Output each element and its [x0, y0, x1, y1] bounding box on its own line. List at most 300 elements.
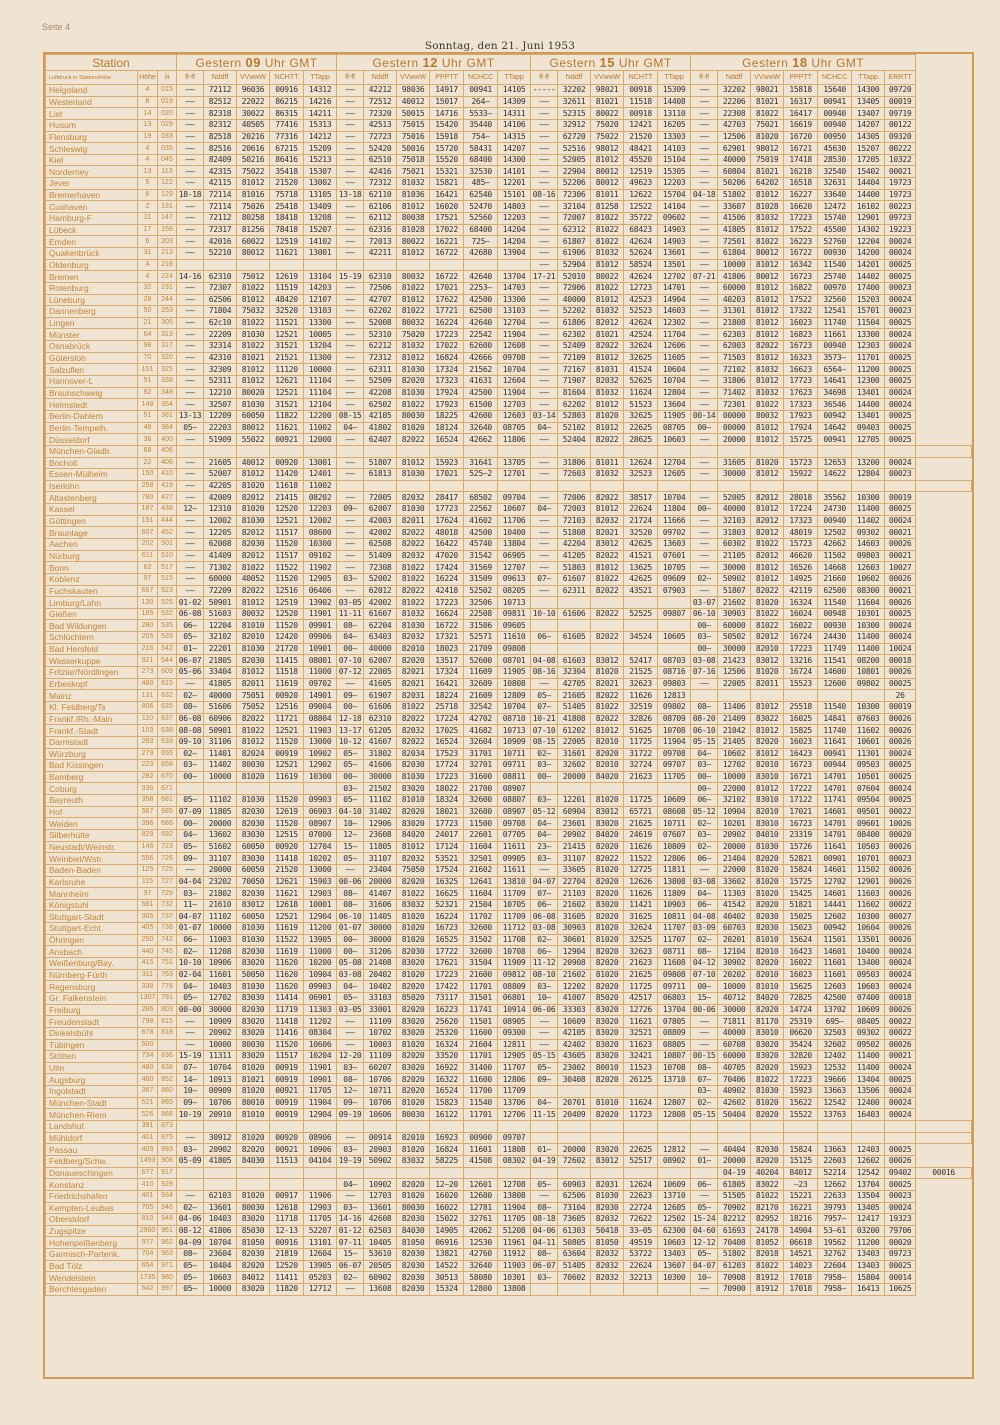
observation-cell: 80012 — [751, 271, 784, 283]
observation-cell: 12807 — [658, 1097, 691, 1109]
observation-cell — [177, 259, 204, 271]
observation-cell: 13704 — [658, 1004, 691, 1016]
observation-cell: 14904 — [784, 1225, 818, 1237]
observation-cell: 12608 — [498, 341, 531, 353]
observation-cell: 33303 — [558, 1004, 591, 1016]
observation-cell: 12210 — [204, 387, 237, 399]
observation-cell: 03— — [337, 783, 364, 795]
station-name: Karlsruhe — [46, 876, 138, 888]
observation-cell: 04-19 — [531, 1155, 558, 1167]
observation-cell: 09613 — [498, 573, 531, 585]
observation-cell: 40204 — [751, 1167, 784, 1179]
observation-cell: 00930 — [818, 247, 852, 259]
observation-cell: 17521 — [430, 213, 464, 225]
observation-cell: 04— — [531, 504, 558, 516]
observation-cell: 22604 — [818, 1260, 852, 1272]
observation-cell: 61606 — [364, 701, 397, 713]
observation-cell: 61907 — [364, 690, 397, 702]
station-index: 419 — [158, 480, 177, 492]
observation-cell: 42517 — [624, 992, 658, 1004]
observation-cell: 07-10 — [337, 655, 364, 667]
observation-cell: —— — [177, 213, 204, 225]
observation-cell — [591, 643, 624, 655]
observation-cell: 11519 — [270, 282, 304, 294]
observation-cell: 82012 — [751, 550, 784, 562]
station-name: Weißenburg/Bay. — [46, 958, 138, 970]
observation-cell: 05— — [177, 632, 204, 644]
observation-cell: 05— — [337, 760, 364, 772]
observation-cell: 00023 — [885, 282, 916, 294]
observation-cell: 50016 — [397, 143, 430, 155]
station-height: 521 — [138, 1097, 158, 1109]
observation-cell: 00— — [177, 818, 204, 830]
observation-cell: —— — [177, 573, 204, 585]
table-row — [46, 515, 972, 527]
station-index: 035 — [158, 143, 177, 155]
observation-cell: 09— — [337, 1097, 364, 1109]
observation-cell: 68423 — [624, 224, 658, 236]
observation-cell: 16619 — [784, 119, 818, 131]
observation-cell: 10914 — [498, 1004, 531, 1016]
station-index: 893 — [158, 1144, 177, 1156]
observation-cell: —— — [531, 131, 558, 143]
observation-cell: 82020 — [591, 888, 624, 900]
observation-cell: —— — [531, 387, 558, 399]
observation-cell: 81032 — [751, 213, 784, 225]
observation-cell: 81020 — [237, 771, 270, 783]
observation-cell: 15307 — [304, 166, 337, 178]
station-index: 742 — [158, 934, 177, 946]
observation-cell: 80030 — [237, 1202, 270, 1214]
observation-cell: —— — [337, 585, 364, 597]
observation-cell: 00024 — [885, 341, 916, 353]
observation-cell: 12417 — [852, 1214, 885, 1226]
observation-cell: 06— — [691, 853, 718, 865]
observation-cell: 42119 — [784, 585, 818, 597]
observation-cell: 21502 — [364, 783, 397, 795]
observation-cell: 32600 — [464, 946, 498, 958]
observation-cell: 11623 — [624, 1039, 658, 1051]
observation-cell: 25418 — [270, 201, 304, 213]
observation-cell: 12521 — [270, 387, 304, 399]
table-row — [46, 213, 972, 225]
observation-cell: 82030 — [237, 818, 270, 830]
station-index: 525 — [158, 597, 177, 609]
observation-cell: 62202 — [558, 399, 591, 411]
observation-cell — [177, 445, 204, 457]
observation-cell — [304, 1167, 337, 1179]
observation-cell: 00018 — [885, 992, 916, 1004]
observation-cell: 13300 — [498, 294, 531, 306]
observation-cell: 06— — [691, 899, 718, 911]
observation-cell: 10— — [337, 818, 364, 830]
observation-cell: 10902 — [304, 748, 337, 760]
observation-cell: 17523 — [430, 748, 464, 760]
observation-cell: 07-10 — [531, 725, 558, 737]
observation-cell: 12519 — [270, 236, 304, 248]
observation-cell: 25620 — [430, 1016, 464, 1028]
observation-cell: —— — [691, 1027, 718, 1039]
observation-cell: 20000 — [558, 1144, 591, 1156]
station-index: 317 — [158, 341, 177, 353]
table-row — [46, 806, 972, 818]
observation-cell: 16823 — [784, 329, 818, 341]
observation-cell: 12-20 — [337, 1051, 364, 1063]
observation-cell: 10605 — [658, 632, 691, 644]
observation-cell: —— — [177, 108, 204, 120]
observation-cell: 32631 — [818, 178, 852, 190]
observation-cell: 11721 — [270, 713, 304, 725]
observation-cell: —— — [177, 352, 204, 364]
observation-cell: 51505 — [718, 1190, 751, 1202]
observation-cell: 62503 — [364, 1225, 397, 1237]
observation-cell: 11620 — [270, 958, 304, 970]
observation-cell: —— — [531, 306, 558, 318]
observation-cell: 82012 — [751, 632, 784, 644]
observation-cell: 20216 — [237, 131, 270, 143]
observation-cell: 83020 — [751, 1051, 784, 1063]
observation-cell: 07— — [531, 888, 558, 900]
observation-cell: 80012 — [237, 247, 270, 259]
table-row — [46, 445, 972, 457]
observation-cell: 62300 — [658, 1225, 691, 1237]
group-hour: 12 — [422, 55, 438, 70]
observation-cell: 10909 — [498, 736, 531, 748]
observation-cell: 80032 — [751, 410, 784, 422]
station-index: 962 — [158, 1237, 177, 1249]
observation-cell: 53610 — [364, 1249, 397, 1261]
observation-cell: 52008 — [364, 317, 397, 329]
observation-cell: 07-21 — [691, 271, 718, 283]
observation-cell: 00940 — [818, 119, 852, 131]
observation-cell: 42624 — [624, 317, 658, 329]
observation-cell: 11414 — [270, 992, 304, 1004]
observation-cell: 12520 — [270, 504, 304, 516]
observation-cell: 17021 — [784, 806, 818, 818]
observation-cell: 22000 — [718, 864, 751, 876]
station-height: 806 — [138, 701, 158, 713]
observation-cell: 10000 — [718, 771, 751, 783]
observation-cell: —— — [531, 294, 558, 306]
station-name: Baden-Baden — [46, 864, 138, 876]
observation-cell: 60708 — [718, 1039, 751, 1051]
observation-cell: 05-15 — [531, 1051, 558, 1063]
table-row — [46, 317, 972, 329]
observation-cell: 12521 — [270, 515, 304, 527]
observation-cell: 81022 — [237, 282, 270, 294]
observation-cell: 11702 — [464, 911, 498, 923]
observation-cell: 05— — [177, 992, 204, 1004]
observation-cell: 10-10 — [177, 958, 204, 970]
observation-cell: 12703 — [364, 1190, 397, 1202]
station-height: 51 — [138, 376, 158, 388]
observation-cell: 09300 — [498, 1027, 531, 1039]
observation-cell: 20000 — [204, 864, 237, 876]
observation-cell — [591, 597, 624, 609]
observation-cell: 62901 — [718, 143, 751, 155]
observation-cell — [304, 1179, 337, 1191]
observation-cell: 81012 — [591, 352, 624, 364]
observation-cell — [531, 1132, 558, 1144]
table-row — [46, 492, 972, 504]
observation-cell: 03— — [337, 573, 364, 585]
observation-cell: 03— — [531, 981, 558, 993]
observation-cell: 81020 — [237, 1132, 270, 1144]
observation-cell: 12602 — [818, 911, 852, 923]
observation-cell: 12201 — [558, 795, 591, 807]
observation-cell: 81022 — [751, 1074, 784, 1086]
observation-cell — [852, 1132, 885, 1144]
station-index: 515 — [158, 573, 177, 585]
observation-cell: 58225 — [430, 1155, 464, 1167]
observation-cell: 00027 — [885, 911, 916, 923]
observation-cell: 10000 — [204, 1283, 237, 1295]
observation-cell: 09808 — [498, 643, 531, 655]
station-index: 875 — [158, 1132, 177, 1144]
observation-cell: 42416 — [364, 166, 397, 178]
station-index: 406 — [158, 457, 177, 469]
observation-cell: 82030 — [397, 946, 430, 958]
station-height: 280 — [138, 620, 158, 632]
observation-cell: 81022 — [397, 888, 430, 900]
observation-cell: 00000 — [718, 422, 751, 434]
observation-cell: 14603 — [658, 306, 691, 318]
observation-cell — [784, 1121, 818, 1133]
observation-cell: 82021 — [397, 667, 430, 679]
observation-cell: 12605 — [658, 1202, 691, 1214]
observation-cell: 82010 — [397, 643, 430, 655]
observation-cell: 70902 — [718, 1202, 751, 1214]
observation-cell: 10403 — [204, 981, 237, 993]
observation-cell: 81020 — [751, 888, 784, 900]
observation-cell: 62500 — [464, 306, 498, 318]
table-row — [46, 259, 972, 271]
observation-cell: 10300 — [658, 1272, 691, 1284]
observation-cell: —— — [177, 585, 204, 597]
observation-cell: 14600 — [818, 667, 852, 679]
observation-cell: 82011 — [237, 678, 270, 690]
observation-cell: 82170 — [751, 1202, 784, 1214]
observation-cell: 15923 — [784, 1062, 818, 1074]
observation-cell: 12702 — [204, 992, 237, 1004]
observation-cell — [591, 1167, 624, 1179]
observation-cell: 75718 — [270, 189, 304, 201]
observation-cell — [177, 783, 204, 795]
observation-cell: 09320 — [885, 131, 916, 143]
observation-cell: 12624 — [624, 1179, 658, 1191]
observation-cell: 10713 — [498, 725, 531, 737]
station-name: Bayreuth — [46, 795, 138, 807]
station-height: 1493 — [138, 1155, 158, 1167]
observation-cell: 04104 — [304, 1155, 337, 1167]
observation-cell: 05-08 — [337, 958, 364, 970]
observation-cell: 11540 — [818, 701, 852, 713]
observation-cell: 82020 — [397, 876, 430, 888]
observation-cell: 16223 — [430, 1004, 464, 1016]
observation-cell: —— — [177, 306, 204, 318]
observation-cell: 13663 — [818, 1086, 852, 1098]
observation-cell: 81030 — [397, 504, 430, 516]
observation-cell — [397, 1121, 430, 1133]
observation-cell: —— — [691, 259, 718, 271]
observation-cell: 00— — [691, 771, 718, 783]
observation-cell: 82022 — [751, 585, 784, 597]
observation-cell: 30000 — [718, 1004, 751, 1016]
observation-cell: 42418 — [430, 585, 464, 597]
observation-cell: 10603 — [658, 1237, 691, 1249]
observation-cell: 81604 — [558, 387, 591, 399]
observation-cell: 08709 — [658, 713, 691, 725]
observation-cell: 52409 — [558, 341, 591, 353]
observation-cell: 08608 — [658, 806, 691, 818]
table-row — [46, 201, 972, 213]
observation-cell: —— — [691, 1144, 718, 1156]
observation-cell: 11610 — [498, 632, 531, 644]
column-09-0: ff-ff — [177, 71, 204, 85]
station-name: Weiden — [46, 818, 138, 830]
observation-cell: 10300 — [852, 492, 885, 504]
observation-cell: 82032 — [591, 1249, 624, 1261]
observation-cell — [916, 480, 972, 492]
observation-cell — [337, 1121, 364, 1133]
observation-cell: 42310 — [204, 352, 237, 364]
observation-cell: 13001 — [304, 457, 337, 469]
observation-cell: 15824 — [784, 864, 818, 876]
observation-cell: 16023 — [784, 736, 818, 748]
observation-cell — [337, 480, 364, 492]
observation-cell: 16224 — [430, 911, 464, 923]
observation-cell: 08-12 — [177, 1225, 204, 1237]
station-name: Westerland — [46, 96, 138, 108]
observation-cell: 75019 — [751, 154, 784, 166]
observation-cell: 06903 — [304, 806, 337, 818]
station-height: 4 — [138, 154, 158, 166]
observation-cell: 52509 — [364, 376, 397, 388]
observation-cell: 10027 — [885, 562, 916, 574]
observation-cell: 17522 — [784, 224, 818, 236]
observation-cell: 00024 — [885, 329, 916, 341]
observation-cell: 72103 — [558, 515, 591, 527]
observation-cell: 17624 — [430, 515, 464, 527]
observation-cell: 11809 — [658, 888, 691, 900]
observation-cell: 42760 — [464, 1249, 498, 1261]
observation-cell: 17418 — [784, 154, 818, 166]
observation-cell: 41802 — [364, 422, 397, 434]
station-name: Lingen — [46, 317, 138, 329]
station-index: 725 — [158, 864, 177, 876]
observation-cell: 83020 — [237, 958, 270, 970]
observation-cell: 13604 — [658, 399, 691, 411]
observation-cell: 86315 — [270, 108, 304, 120]
observation-cell: —— — [691, 1190, 718, 1202]
station-height: 410 — [138, 1179, 158, 1191]
observation-cell: —— — [177, 864, 204, 876]
observation-cell: 62407 — [364, 434, 397, 446]
observation-cell: 31400 — [464, 1062, 498, 1074]
observation-cell: —— — [531, 678, 558, 690]
observation-cell: 81012 — [237, 597, 270, 609]
observation-cell: 14841 — [818, 713, 852, 725]
observation-cell: 82032 — [591, 1260, 624, 1272]
observation-cell: 12303 — [852, 341, 885, 353]
observation-cell: 15-19 — [177, 1051, 204, 1063]
observation-cell: 20902 — [558, 830, 591, 842]
observation-cell: 32625 — [624, 410, 658, 422]
observation-cell: 35424 — [784, 1039, 818, 1051]
observation-cell: 00025 — [885, 1260, 916, 1272]
observation-cell: 16022 — [784, 620, 818, 632]
observation-cell: 11701 — [464, 1109, 498, 1121]
station-name: Ingolstadt — [46, 1086, 138, 1098]
observation-cell: 11822 — [270, 410, 304, 422]
station-height: 185 — [138, 608, 158, 620]
observation-cell: 84020 — [591, 830, 624, 842]
observation-cell: 09811 — [498, 608, 531, 620]
observation-cell: 71503 — [718, 352, 751, 364]
observation-cell: 15720 — [430, 143, 464, 155]
observation-cell: 82031 — [397, 690, 430, 702]
observation-cell: 00019 — [885, 492, 916, 504]
station-index: 751 — [158, 958, 177, 970]
observation-table — [45, 54, 972, 1296]
observation-cell — [885, 480, 916, 492]
observation-cell: 82012 — [751, 492, 784, 504]
observation-cell: 15723 — [784, 457, 818, 469]
observation-cell: 21423 — [718, 655, 751, 667]
observation-cell: 31107 — [364, 853, 397, 865]
observation-cell: 08— — [531, 1202, 558, 1214]
observation-cell: 98021 — [591, 85, 624, 97]
observation-cell: 10602 — [852, 573, 885, 585]
observation-cell: 16518 — [784, 178, 818, 190]
observation-cell: 10704 — [204, 1062, 237, 1074]
observation-cell: 16022 — [784, 958, 818, 970]
observation-cell: 77316 — [270, 131, 304, 143]
observation-cell: 72308 — [364, 562, 397, 574]
observation-cell: 00921 — [270, 1144, 304, 1156]
table-row — [46, 1132, 972, 1144]
observation-cell: —— — [531, 538, 558, 550]
observation-cell: 83020 — [237, 1214, 270, 1226]
observation-cell: 83020 — [751, 1039, 784, 1051]
observation-cell: 14311 — [498, 108, 531, 120]
observation-cell: 11540 — [818, 597, 852, 609]
observation-cell: 10003 — [364, 1039, 397, 1051]
observation-cell: 04— — [337, 632, 364, 644]
observation-cell: 52206 — [558, 178, 591, 190]
observation-cell: —— — [691, 341, 718, 353]
observation-cell: —— — [177, 457, 204, 469]
observation-cell: 62506 — [204, 294, 237, 306]
observation-cell: 45500 — [818, 224, 852, 236]
observation-cell: —— — [531, 143, 558, 155]
observation-cell: 10001 — [304, 899, 337, 911]
observation-cell: 75016 — [397, 131, 430, 143]
observation-cell — [624, 445, 658, 457]
observation-cell: 13808 — [498, 1190, 531, 1202]
observation-cell: 40000 — [718, 1027, 751, 1039]
observation-cell: 82020 — [751, 736, 784, 748]
observation-cell: 16324 — [784, 597, 818, 609]
observation-cell: 81011 — [591, 457, 624, 469]
observation-cell: —— — [691, 201, 718, 213]
observation-cell: 83020 — [397, 818, 430, 830]
observation-cell: 11811 — [658, 864, 691, 876]
observation-cell: 72114 — [204, 189, 237, 201]
observation-cell: 39793 — [818, 1202, 852, 1214]
station-height: 202 — [138, 538, 158, 550]
observation-cell: 81022 — [397, 573, 430, 585]
